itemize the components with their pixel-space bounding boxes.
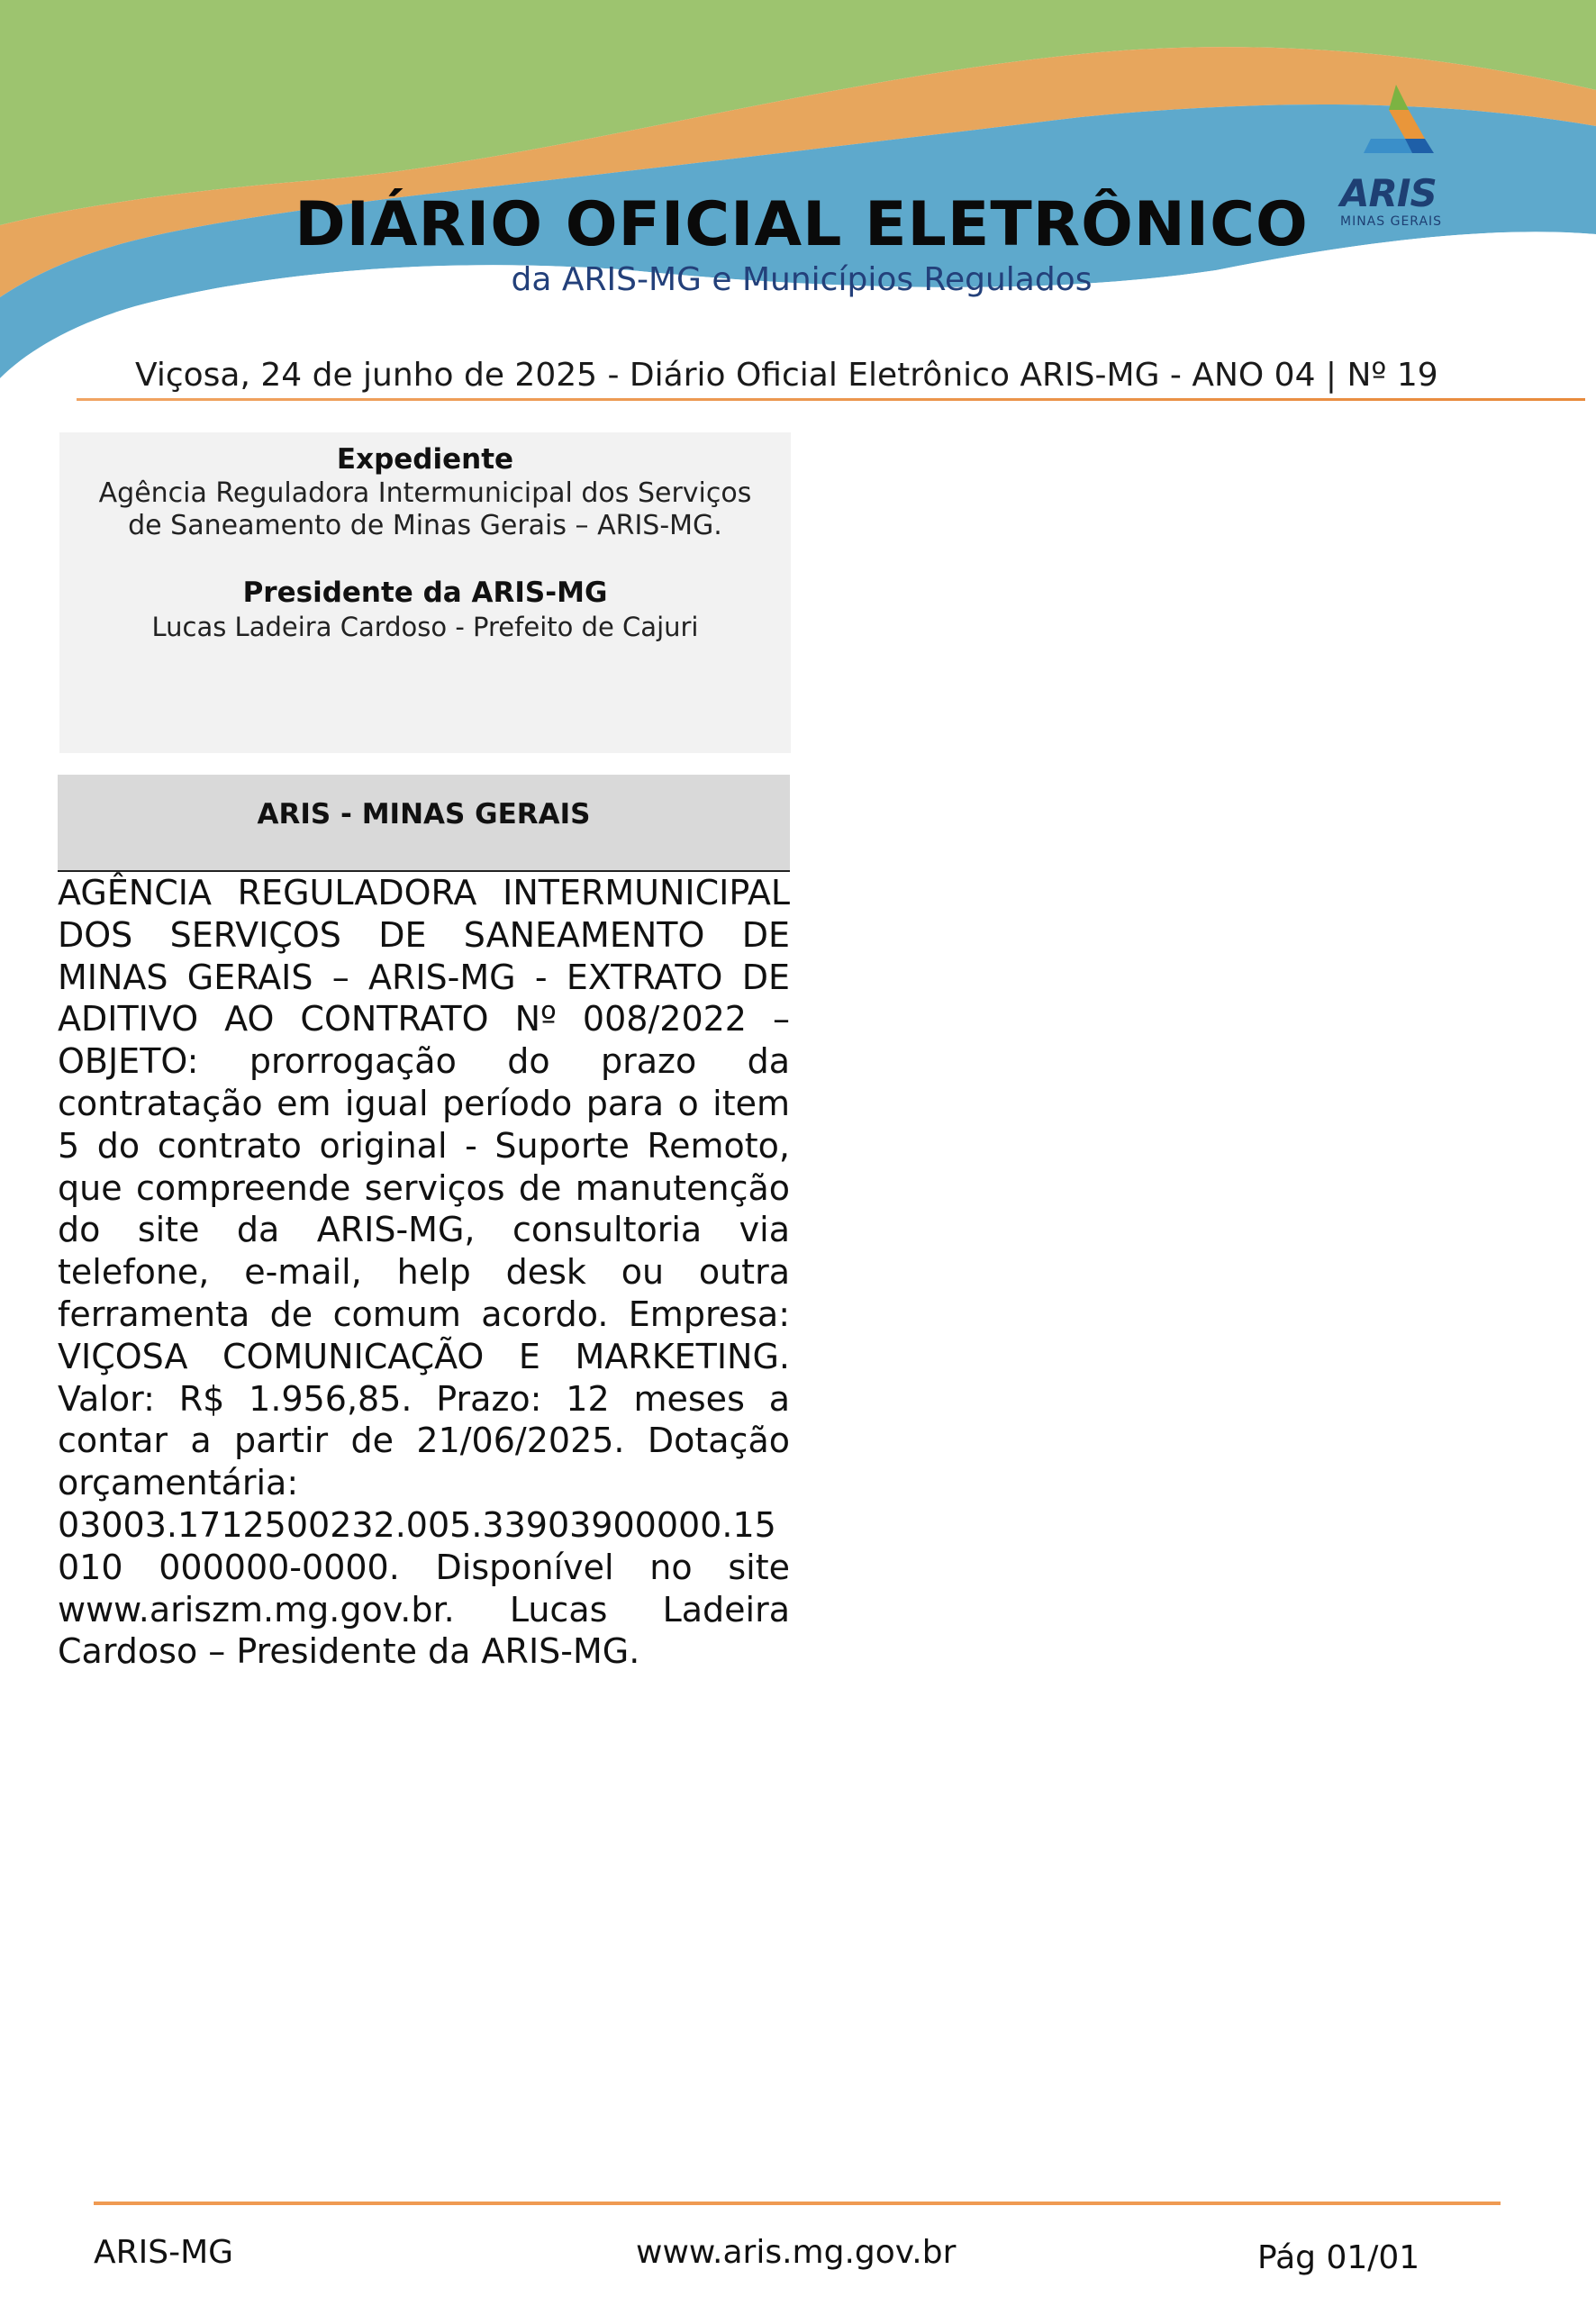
president-heading: Presidente da ARIS-MG (242, 576, 608, 609)
president-name: Lucas Ladeira Cardoso - Prefeito de Cajuri (151, 612, 699, 642)
logo-subtitle: MINAS GERAIS (1340, 214, 1443, 229)
footer-org: ARIS-MG (94, 2234, 234, 2271)
footer-divider (94, 2202, 1501, 2205)
section-heading: ARIS - MINAS GERAIS (58, 775, 790, 872)
expediente-agency: Agência Reguladora Intermunicipal dos Serviços de Saneamento de Minas Gerais – ARIS-MG. (98, 477, 752, 541)
section-body-text: AGÊNCIA REGULADORA INTERMUNICIPAL DOS SERVIÇOS DE SANEAMENTO DE MINAS GERAIS – ARIS-MG - EXTRATO DE ADITIVO AO CONTRATO Nº 008/2022 – OBJETO: prorrogação do prazo da contratação em igual período para o item 5 do contrato original - Suporte Remoto, que compreende serviços de manutenção do site da ARIS-MG, consultoria via telefone, e-mail, help desk ou outra ferramenta de comum acordo. Empresa: VIÇOSA COMUNICAÇÃO E MARKETING. Valor: R$ 1.956,85. Prazo: 12 meses a contar a partir de 21/06/2025. Dotação orçamentária: 03003.1712500232.005.33903900000.15010 000000-0000. Disponível no site www.ariszm.mg.gov.br. Lucas Ladeira Cardoso – Presidente da ARIS-MG. (58, 873, 790, 1672)
expediente-box (59, 432, 791, 753)
footer-website[interactable]: www.aris.mg.gov.br (636, 2234, 957, 2271)
aris-logo (1333, 83, 1459, 236)
aris-triangle-logo-icon (1353, 83, 1443, 173)
expediente-heading: Expediente (336, 443, 514, 476)
page-subtitle: da ARIS-MG e Municípios Regulados (511, 261, 1093, 298)
footer-page-number: Pág 01/01 (1257, 2239, 1420, 2276)
page-title: DIÁRIO OFICIAL ELETRÔNICO (295, 189, 1309, 260)
logo-word: ARIS (1340, 171, 1437, 215)
edition-divider (77, 398, 1585, 401)
edition-line: Viçosa, 24 de junho de 2025 - Diário Oficial Eletrônico ARIS-MG - ANO 04 | Nº 19 (135, 357, 1438, 394)
